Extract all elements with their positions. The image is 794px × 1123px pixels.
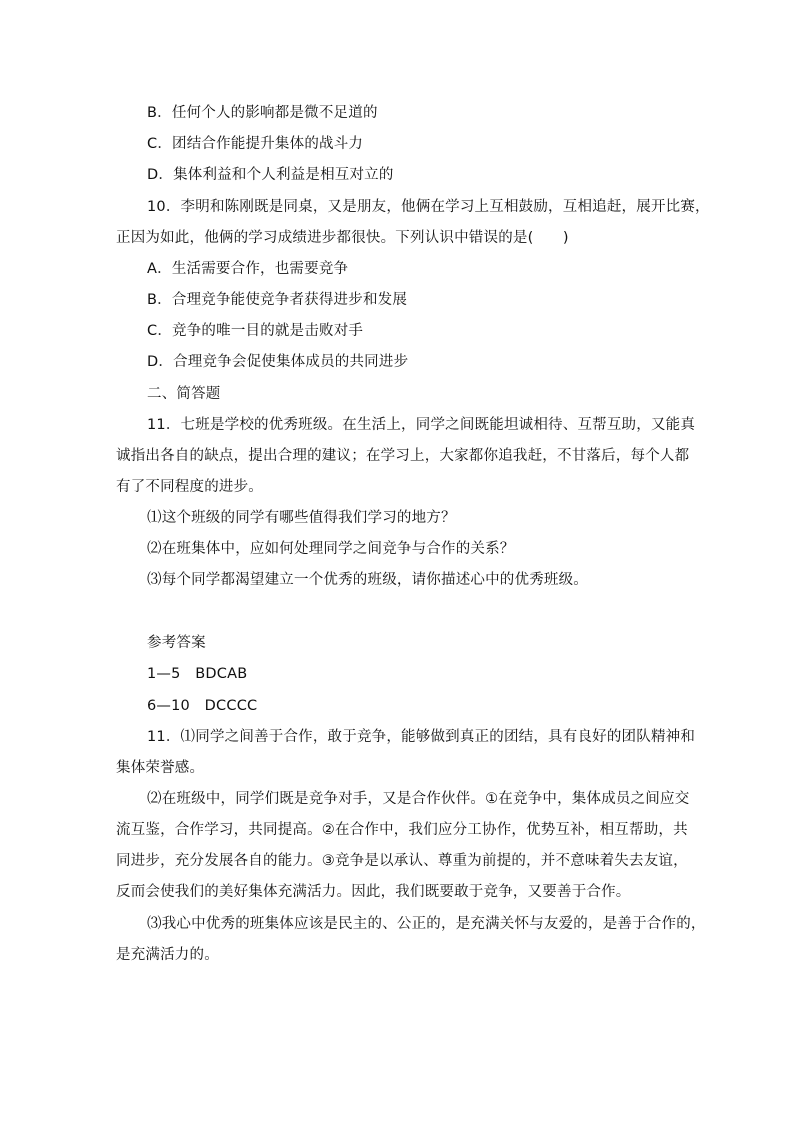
answers-heading: 参考答案 xyxy=(147,635,206,651)
q10-option-d: D．合理竞争会促使集体成员的共同进步 xyxy=(147,354,409,370)
q11-stem-line1: 11．七班是学校的优秀班级。在生活上，同学之间既能坦诚相待、互帮互助，又能真 xyxy=(147,417,696,433)
section-heading: 二、简答题 xyxy=(147,386,221,402)
answer-11-part2-line3: 同进步，充分发展各自的能力。③竞争是以承认、尊重为前提的，并不意味着失去友谊， xyxy=(116,853,688,869)
q11-sub-question-3: ⑶每个同学都渴望建立一个优秀的班级，请你描述心中的优秀班级。 xyxy=(147,572,588,588)
answer-11-part3-line2: 是充满活力的。 xyxy=(116,947,219,963)
q9-option-b: B．任何个人的影响都是微不足道的 xyxy=(147,105,378,121)
answers-range-1-5: 1—5 BDCAB xyxy=(147,666,248,682)
q11-sub-question-1: ⑴这个班级的同学有哪些值得我们学习的地方？ xyxy=(147,510,456,526)
answer-11-part2-line4: 反而会使我们的美好集体充满活力。因此，我们既要敢于竞争，又要善于合作。 xyxy=(116,884,631,900)
q10-stem-line1: 10．李明和陈刚既是同桌，又是朋友，他俩在学习上互相鼓励，互相追赶，展开比赛， xyxy=(147,199,710,215)
answer-11-part1-line1: 11．⑴同学之间善于合作，敢于竞争，能够做到真正的团结，具有良好的团队精神和 xyxy=(147,729,696,745)
answer-11-part2-line2: 流互鉴，合作学习，共同提高。②在合作中，我们应分工协作，优势互补，相互帮助，共 xyxy=(116,822,688,838)
answer-11-part3-line1: ⑶我心中优秀的班集体应该是民主的、公正的，是充满关怀与友爱的，是善于合作的， xyxy=(147,916,706,932)
q11-stem-line3: 有了不同程度的进步。 xyxy=(116,479,263,495)
answer-11-part2-line1: ⑵在班级中，同学们既是竞争对手，又是合作伙伴。①在竞争中，集体成员之间应交 xyxy=(147,791,690,807)
q10-option-c: C．竞争的唯一目的就是击败对手 xyxy=(147,323,364,339)
q10-stem-line2: 正因为如此，他俩的学习成绩进步都很快。下列认识中错误的是( ) xyxy=(116,230,569,246)
q11-sub-question-2: ⑵在班集体中，应如何处理同学之间竞争与合作的关系？ xyxy=(147,541,515,557)
q11-stem-line2: 诚指出各自的缺点，提出合理的建议；在学习上，大家都你追我赶，不甘落后，每个人都 xyxy=(116,448,690,464)
q9-option-c: C．团结合作能提升集体的战斗力 xyxy=(147,136,364,152)
q9-option-d: D．集体利益和个人利益是相互对立的 xyxy=(147,167,394,183)
q10-option-a: A．生活需要合作，也需要竞争 xyxy=(147,261,349,277)
answers-range-6-10: 6—10 DCCCC xyxy=(147,698,258,714)
answer-11-part1-line2: 集体荣誉感。 xyxy=(116,760,205,776)
q10-option-b: B．合理竞争能使竞争者获得进步和发展 xyxy=(147,292,408,308)
